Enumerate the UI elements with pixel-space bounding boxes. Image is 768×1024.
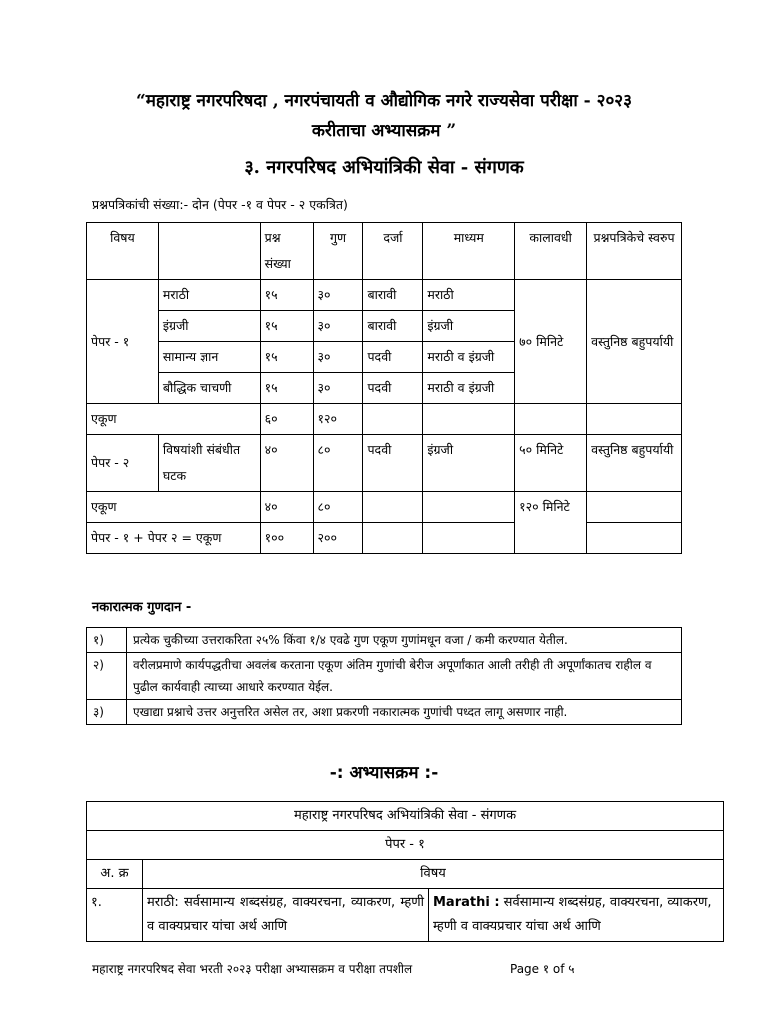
syllabus-heading: -: अभ्यासक्रम :- — [329, 763, 439, 783]
header-questions: प्रश्न संख्या — [260, 223, 313, 280]
syllabus-table-title: महाराष्ट्र नगरपरिषद अभियांत्रिकी सेवा - संगणक — [87, 802, 724, 831]
questions-cell: १५ — [260, 311, 313, 342]
header-medium: माध्यम — [423, 223, 515, 280]
level-cell: पदवी — [363, 373, 423, 404]
level-cell: पदवी — [363, 435, 423, 492]
level-cell: बारावी — [363, 311, 423, 342]
marathi-subject-cell: मराठी: सर्वसामान्य शब्दसंग्रह, वाक्यरचना, व्याकरण, म्हणी व वाक्यप्रचार यांचा अर्थ आणि — [143, 889, 429, 942]
total-questions: ४० — [260, 492, 313, 523]
document-title-line1: “महाराष्ट्र नगरपरिषदा , नगरपंचायती व औद्योगिक नगरे राज्यसेवा परीक्षा - २०२३ — [135, 91, 632, 111]
subject-cell: मराठी — [158, 280, 260, 311]
questions-cell: १५ — [260, 342, 313, 373]
syllabus-paper-label: पेपर - १ — [87, 831, 724, 860]
subject-cell: सामान्य ज्ञान — [158, 342, 260, 373]
grand-total-questions: १०० — [260, 523, 313, 554]
marks-cell: ३० — [313, 311, 363, 342]
subject-cell: विषयांशी संबंधीत घटक — [158, 435, 260, 492]
medium-cell: मराठी व इंग्रजी — [423, 373, 515, 404]
p1-type-cell: वस्तुनिष्ठ बहुपर्यायी — [587, 280, 682, 404]
table-row — [87, 889, 724, 942]
header-duration: कालावधी — [515, 223, 587, 280]
header-type: प्रश्नपत्रिकेचे स्वरुप — [587, 223, 682, 280]
marks-cell: ३० — [313, 280, 363, 311]
item-number: १) — [87, 628, 127, 653]
document-subtitle: ३. नगरपरिषद अभियांत्रिकी सेवा - संगणक — [244, 157, 524, 178]
syllabus-table — [86, 801, 724, 942]
header-subject: विषय — [143, 860, 724, 889]
total-marks: ८० — [313, 492, 363, 523]
negative-marking-heading: नकारात्मक गुणदान - — [92, 600, 192, 615]
header-serial-no: अ. क्र — [87, 860, 143, 889]
paper2-label: पेपर - २ — [87, 435, 159, 492]
marks-cell: ८० — [313, 435, 363, 492]
negative-marking-table — [86, 627, 682, 725]
table-row — [87, 492, 682, 523]
paper1-label: पेपर - १ — [87, 280, 159, 404]
subject-cell: बौद्धिक चाचणी — [158, 373, 260, 404]
level-cell: बारावी — [363, 280, 423, 311]
subject-cell: इंग्रजी — [158, 311, 260, 342]
total-label: एकूण — [87, 492, 261, 523]
english-subject-cell — [429, 889, 724, 942]
list-item — [87, 628, 682, 653]
marathi-label: Marathi : — [433, 895, 500, 910]
list-item — [87, 700, 682, 725]
level-cell: पदवी — [363, 342, 423, 373]
marathi-description: सर्वसामान्य शब्दसंग्रह, वाक्यरचना, व्याकरण, म्हणी व वाक्यप्रचार यांचा अर्थ आणि — [433, 895, 712, 934]
questions-cell: १५ — [260, 280, 313, 311]
grand-total-label: पेपर - १ + पेपर २ = एकूण — [87, 523, 261, 554]
total-questions: ६० — [260, 404, 313, 435]
table-row — [87, 404, 682, 435]
header-level: दर्जा — [363, 223, 423, 280]
header-marks: गुण — [313, 223, 363, 280]
p2-type-cell: वस्तुनिष्ठ बहुपर्यायी — [587, 435, 682, 492]
exam-scheme-table — [86, 222, 682, 554]
paper-count-text: प्रश्नपत्रिकांची संख्या:- दोन (पेपर -१ व पेपर - २ एकत्रित) — [92, 197, 348, 212]
questions-cell: ४० — [260, 435, 313, 492]
total-label: एकूण — [87, 404, 261, 435]
total-marks: १२० — [313, 404, 363, 435]
table-row — [87, 435, 682, 492]
table-row — [87, 523, 682, 554]
item-text: एखाद्या प्रश्नाचे उत्तर अनुत्तरित असेल तर, अशा प्रकरणी नकारात्मक गुणांची पध्दत लागू असणार नाही. — [127, 700, 682, 725]
medium-cell: मराठी — [423, 280, 515, 311]
p1-duration-cell: ७० मिनिटे — [515, 280, 587, 404]
serial-no-cell: १. — [87, 889, 143, 942]
item-text: वरीलप्रमाणे कार्यपद्धतीचा अवलंब करताना एकूण अंतिम गुणांची बेरीज अपूर्णांकात आली तरीही ती अपूर्णांकातच राहील व पुढील कार्यवाही त्याच्या आधारे करण्यात येईल. — [127, 653, 682, 700]
header-subject: विषय — [87, 223, 159, 280]
footer-text: महाराष्ट्र नगरपरिषद सेवा भरती २०२३ परीक्षा अभ्यासक्रम व परीक्षा तपशील — [92, 962, 413, 976]
item-number: ३) — [87, 700, 127, 725]
page-number: Page १ of ५ — [510, 962, 575, 976]
questions-cell: १५ — [260, 373, 313, 404]
grand-total-marks: २०० — [313, 523, 363, 554]
item-text: प्रत्येक चुकीच्या उत्तराकरिता २५% किंवा १/४ एवढे गुण एकूण गुणांमधून वजा / कमी करण्यात येतील. — [127, 628, 682, 653]
grand-duration-cell: १२० मिनिटे — [515, 492, 587, 554]
list-item — [87, 653, 682, 700]
p2-duration-cell: ५० मिनिटे — [515, 435, 587, 492]
medium-cell: इंग्रजी — [423, 311, 515, 342]
document-title-line2: करीताचा अभ्यासक्रम ” — [311, 121, 457, 141]
marks-cell: ३० — [313, 373, 363, 404]
medium-cell: मराठी व इंग्रजी — [423, 342, 515, 373]
medium-cell: इंग्रजी — [423, 435, 515, 492]
table-row — [87, 280, 682, 311]
item-number: २) — [87, 653, 127, 700]
table-header-row — [87, 223, 682, 280]
marks-cell: ३० — [313, 342, 363, 373]
